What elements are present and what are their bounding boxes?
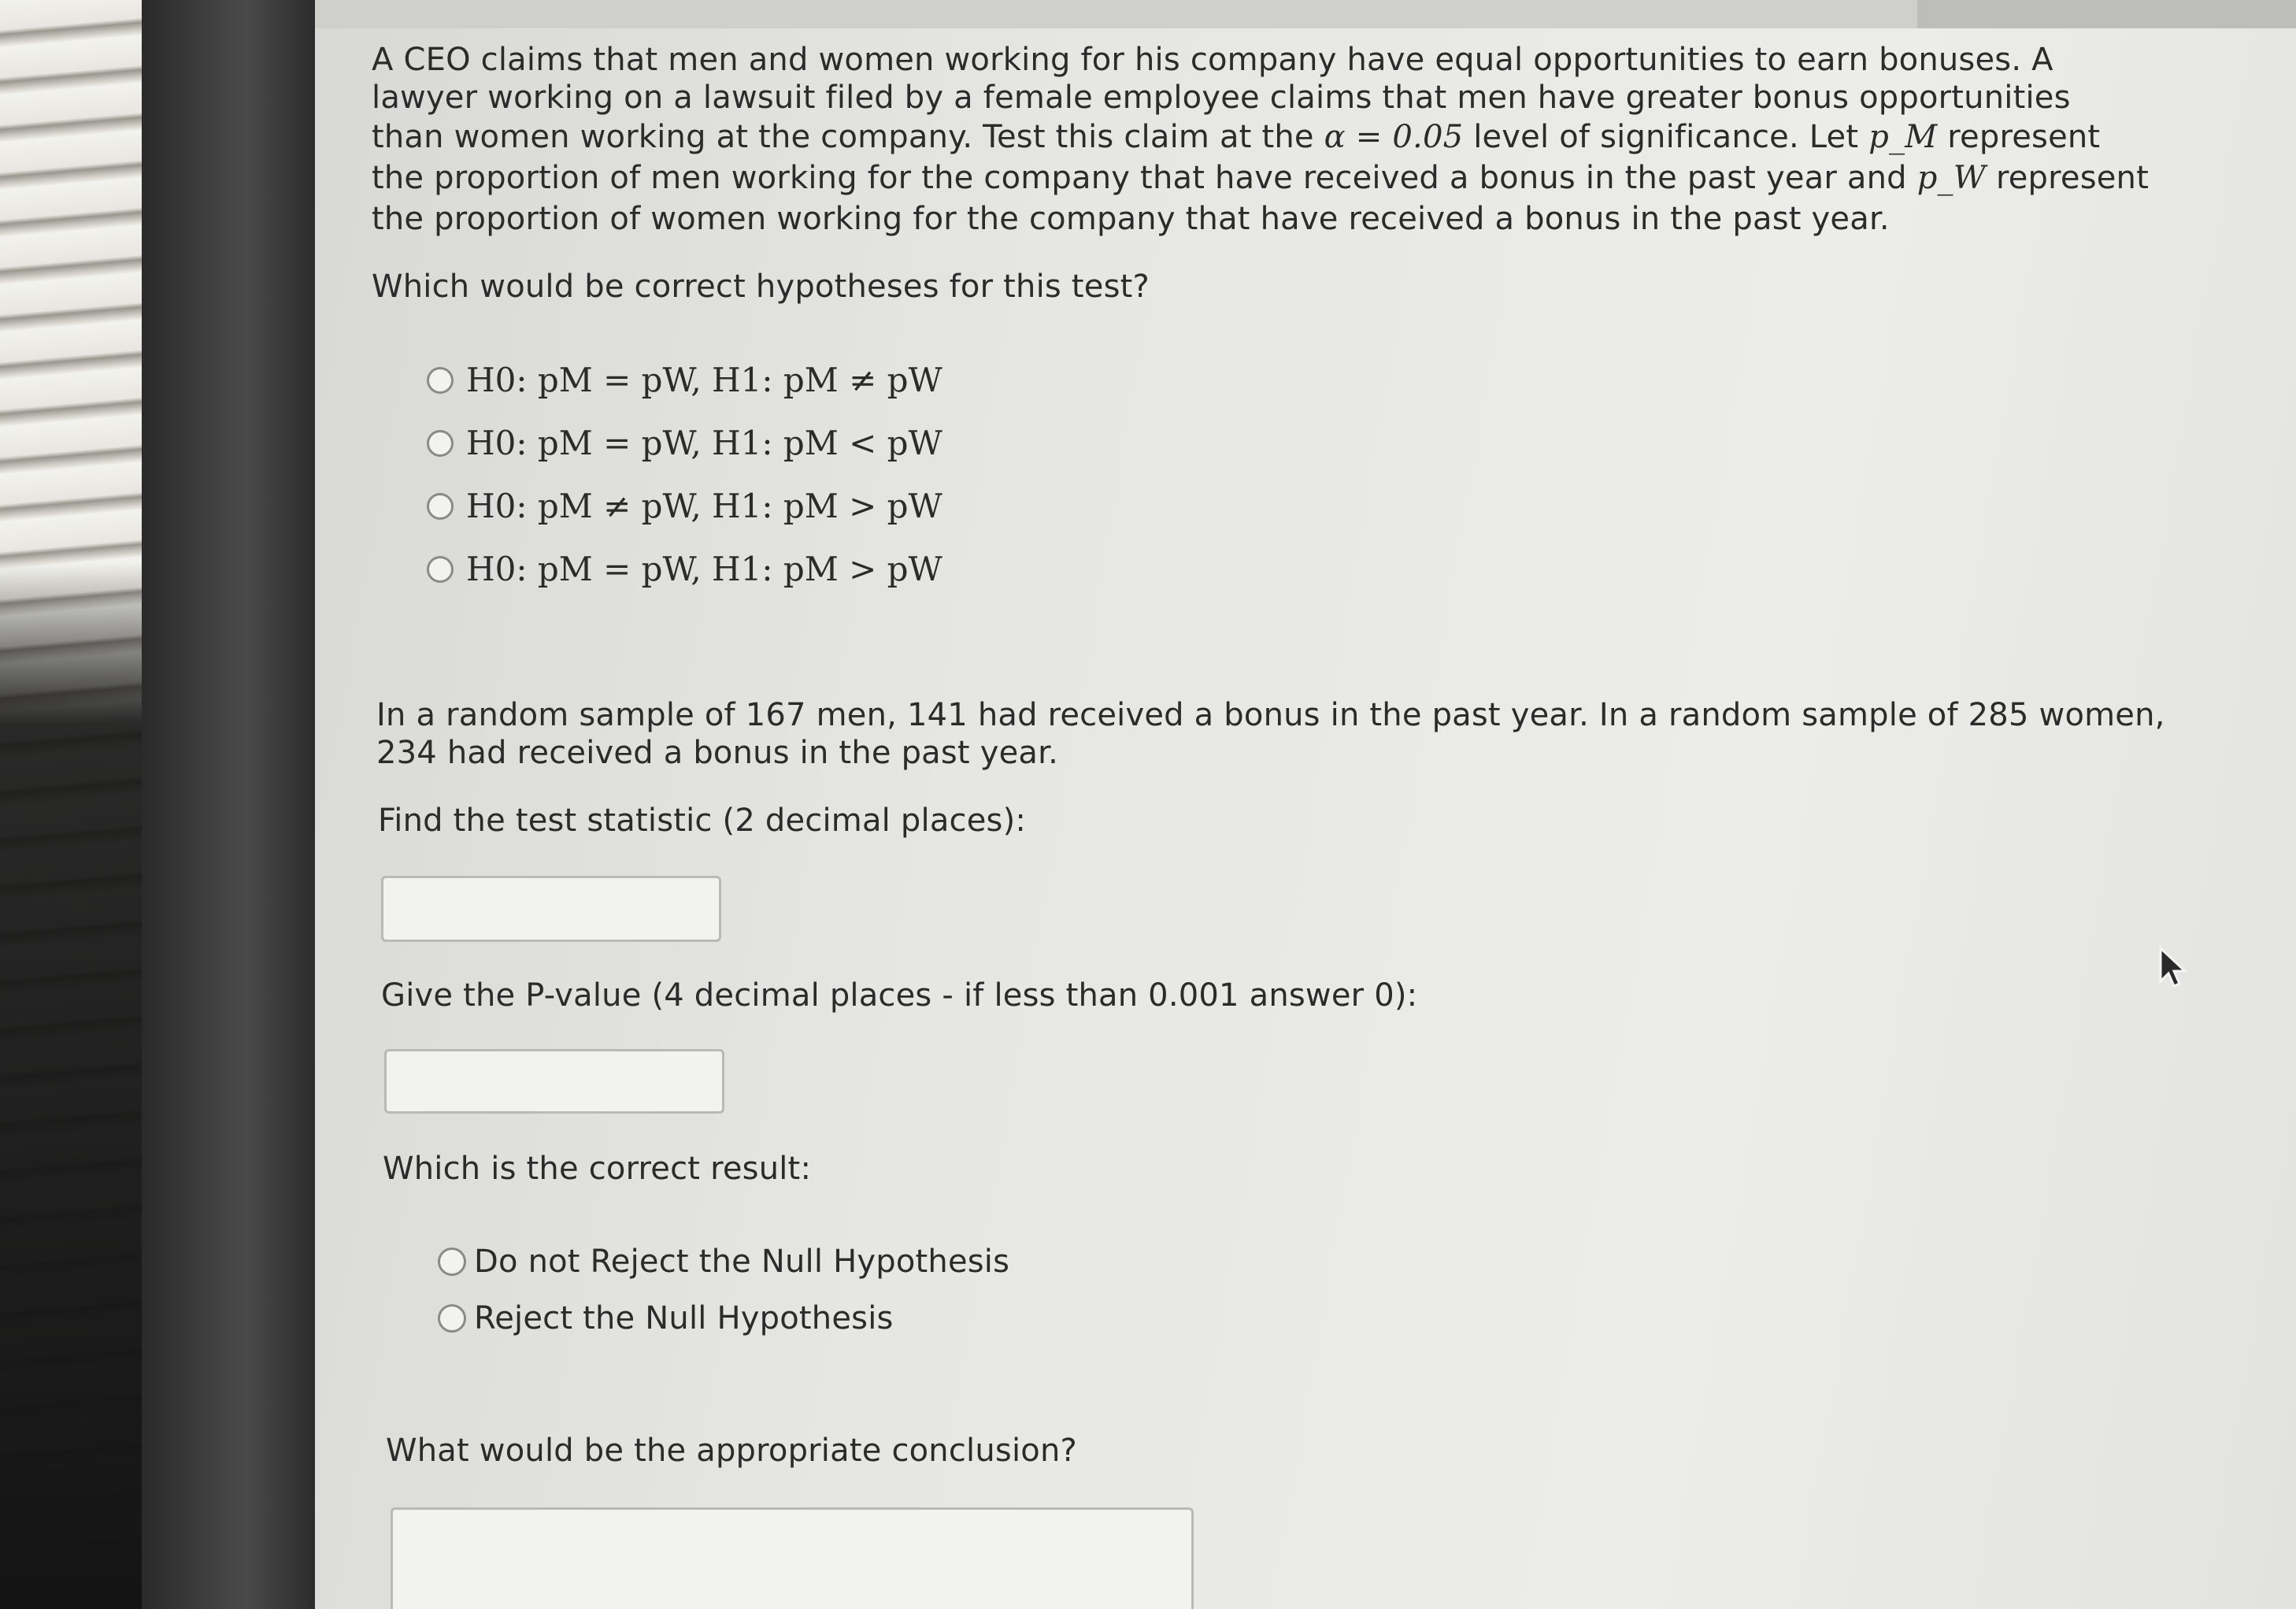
question-line-4-a: the proportion of men working for the company that have received a bonus in the past year and	[372, 160, 1907, 196]
background-window-blinds	[0, 0, 142, 1609]
conclusion-label: What would be the appropriate conclusion?	[386, 1433, 1077, 1469]
hypothesis-option-3-text: H0: pM ≠ pW, H1: pM > pW	[466, 487, 942, 525]
sample-line-2: 234 had received a bonus in the past year.	[376, 735, 1059, 771]
hypothesis-radio-3[interactable]	[427, 493, 454, 520]
p-value-input[interactable]	[384, 1049, 724, 1114]
question-line-4	[372, 159, 2149, 197]
hypothesis-option-2-text: H0: pM = pW, H1: pM < pW	[466, 424, 942, 462]
screen	[315, 0, 2296, 1609]
question-line-5: the proportion of women working for the company that have received a bonus in the past year.	[372, 201, 1890, 237]
question-line-4-b: represent	[1995, 160, 2149, 196]
question-line-3-b: level of significance. Let	[1473, 119, 1859, 155]
alpha-expression: α = 0.05	[1324, 119, 1464, 155]
test-statistic-input[interactable]	[381, 876, 721, 942]
mouse-cursor-icon	[2150, 945, 2197, 992]
result-option-2-text: Reject the Null Hypothesis	[474, 1300, 894, 1337]
question-line-3-a: than women working at the company. Test this claim at the	[372, 119, 1314, 155]
result-label: Which is the correct result:	[383, 1151, 812, 1187]
question-line-3	[372, 118, 2100, 156]
pm-symbol: p_M	[1868, 119, 1938, 155]
conclusion-textarea[interactable]	[391, 1507, 1194, 1609]
result-radio-reject[interactable]	[438, 1304, 466, 1333]
pw-symbol: p_W	[1916, 160, 1987, 196]
hypothesis-radio-1[interactable]	[427, 367, 454, 394]
hypothesis-radio-2[interactable]	[427, 430, 454, 457]
hypothesis-radio-4[interactable]	[427, 556, 454, 583]
question-line-1: A CEO claims that men and women working for his company have equal opportunities to earn bonuses. A	[372, 42, 2053, 78]
question-line-3-c: represent	[1947, 119, 2101, 155]
result-radio-do-not-reject[interactable]	[438, 1248, 466, 1276]
question-line-2: lawyer working on a lawsuit filed by a female employee claims that men have greater bonus opportunities	[372, 80, 2071, 116]
result-option-1-text: Do not Reject the Null Hypothesis	[474, 1244, 1010, 1280]
top-strip-right	[1917, 0, 2296, 28]
sample-line-1: In a random sample of 167 men, 141 had received a bonus in the past year. In a random sample of 285 women,	[376, 697, 2165, 733]
p-value-label: Give the P-value (4 decimal places - if less than 0.001 answer 0):	[381, 977, 1418, 1014]
hypothesis-option-4-text: H0: pM = pW, H1: pM > pW	[466, 550, 942, 588]
hypothesis-option-1-text: H0: pM = pW, H1: pM ≠ pW	[466, 361, 942, 399]
monitor-bezel	[142, 0, 315, 1609]
test-statistic-label: Find the test statistic (2 decimal places):	[378, 803, 1027, 839]
hypotheses-prompt: Which would be correct hypotheses for this test?	[372, 269, 1150, 305]
